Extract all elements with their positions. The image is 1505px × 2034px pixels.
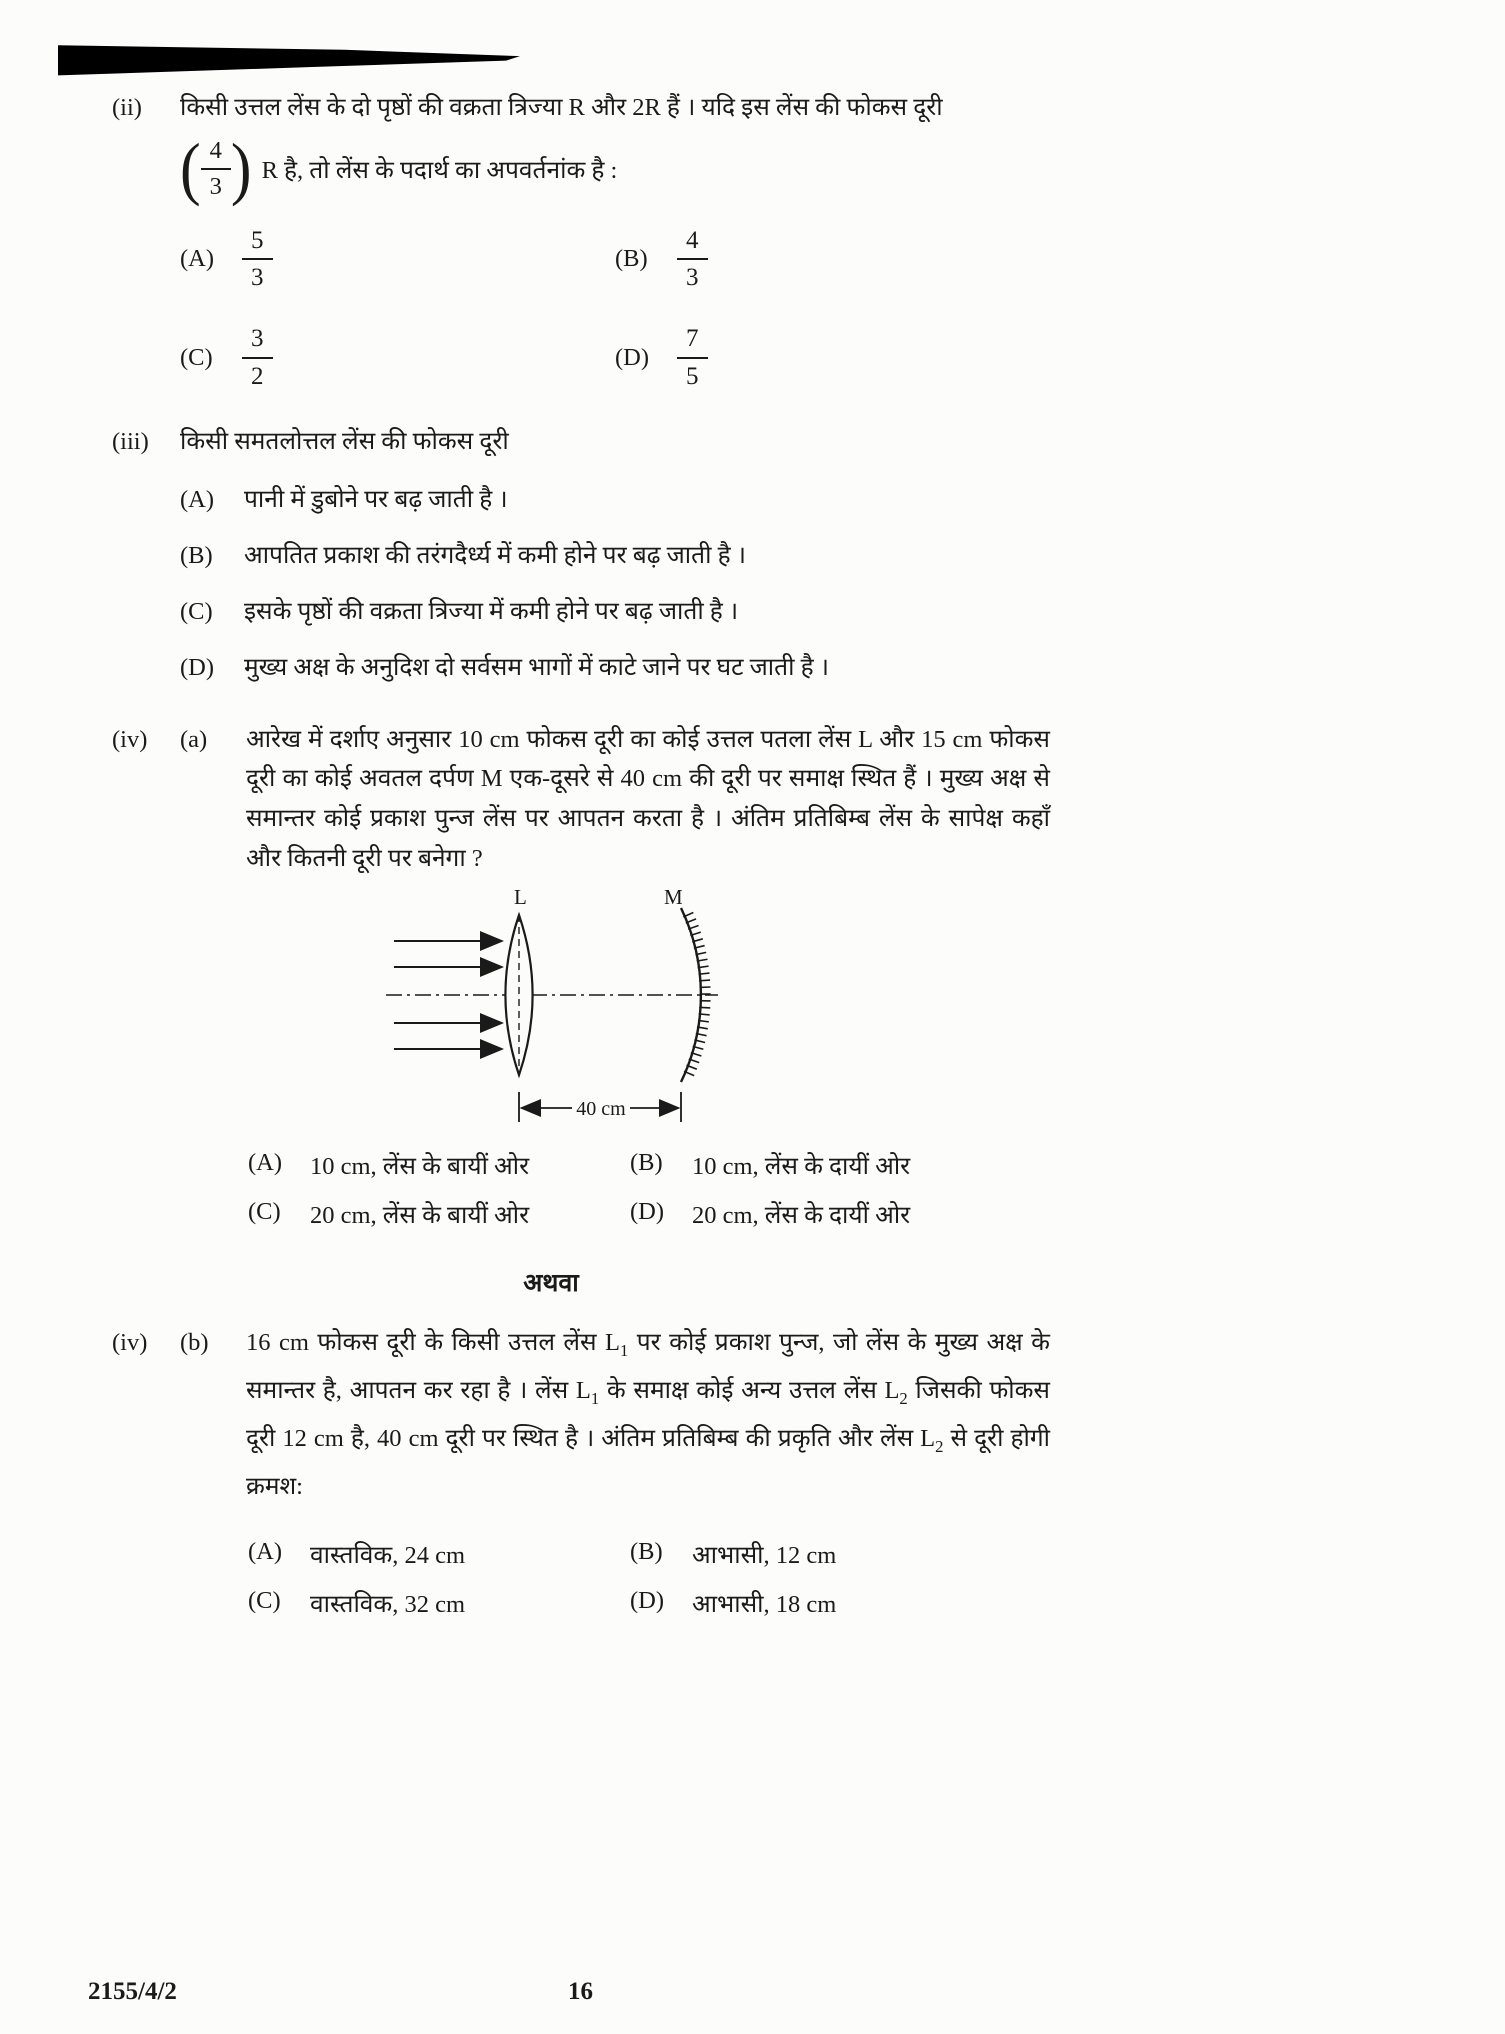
question-ii <box>112 88 1050 128</box>
subscript: 2 <box>935 1436 944 1456</box>
fraction-denominator: 2 <box>251 362 264 390</box>
subscript: 1 <box>590 1388 600 1408</box>
option-row <box>248 1538 1050 1571</box>
option-d-text: 20 cm, लेंस के दायीं ओर <box>692 1202 911 1230</box>
option-a <box>248 1149 630 1182</box>
option-d <box>615 323 1050 392</box>
focal-fraction <box>201 136 231 203</box>
question-iv-a-text: आरेख में दर्शाए अनुसार 10 cm फोकस दूरी का कोई उत्तल पतला लेंस L और 15 cm फोकस दूरी का कोई अवतल दर्पण M एक-दूसरे से 40 cm की दूरी पर समाक्ष स्थित हैं । मुख्य अक्ष से समान्तर कोई प्रकाश पुन्ज लेंस पर आपतन करता है । अंतिम प्रतिबिम्ब लेंस के सापेक्ष कहाँ और कितनी दूरी पर बनेगा ? <box>246 725 1050 872</box>
option-c-text: वास्तविक, 32 cm <box>310 1591 466 1619</box>
option-row <box>248 1198 1050 1231</box>
text-segment: के समाक्ष कोई अन्य उत्तल लेंस L <box>599 1377 900 1405</box>
fraction-numerator: 3 <box>242 323 273 358</box>
option-b <box>615 225 1050 294</box>
subscript: 2 <box>899 1388 908 1408</box>
option-c-label: (C) <box>248 1198 281 1226</box>
subscript: 1 <box>619 1341 629 1361</box>
option-a-text: पानी में डुबोने पर बढ़ जाती है । <box>244 485 508 513</box>
open-paren: ( <box>180 131 201 208</box>
option-c-text: इसके पृष्ठों की वक्रता त्रिज्या में कमी होने पर बढ़ जाती है । <box>244 597 739 625</box>
option-d <box>180 640 1050 696</box>
option-b-fraction <box>677 225 708 294</box>
fraction-denominator: 3 <box>209 173 222 201</box>
option-a <box>180 472 1050 528</box>
option-row <box>248 1587 1050 1620</box>
option-b-text: आपतित प्रकाश की तरंगदैर्ध्य में कमी होने पर बढ़ जाती है । <box>244 541 747 569</box>
fraction-denominator: 5 <box>686 362 699 390</box>
question-iv-number: (iv) <box>112 1329 148 1357</box>
option-a <box>248 1538 630 1571</box>
text-segment: से दूरी होगी क्रमश: <box>246 1424 1051 1500</box>
option-c-label: (C) <box>180 597 213 625</box>
question-ii-number: (ii) <box>112 94 142 121</box>
option-b-label: (B) <box>180 541 213 569</box>
option-a-label: (A) <box>248 1149 283 1177</box>
option-c-fraction <box>242 323 273 392</box>
question-iv-a <box>112 720 1050 879</box>
question-part-b: (b) <box>180 1329 209 1357</box>
question-ii-text-continued: R है, तो लेंस के पदार्थ का अपवर्तनांक है : <box>261 156 618 184</box>
option-b-text: आभासी, 12 cm <box>692 1542 837 1570</box>
page-number: 16 <box>568 1978 593 2005</box>
option-d-label: (D) <box>180 653 215 681</box>
option-d-fraction <box>677 323 708 392</box>
option-row <box>248 1149 1050 1182</box>
option-d <box>630 1198 1012 1231</box>
option-a-text: वास्तविक, 24 cm <box>310 1542 466 1570</box>
fraction-numerator: 4 <box>201 136 231 171</box>
fraction-denominator: 3 <box>251 264 264 292</box>
question-iii-number: (iii) <box>112 427 149 455</box>
question-iii <box>112 422 1050 462</box>
option-b-text: 10 cm, लेंस के दायीं ओर <box>692 1153 911 1181</box>
option-c <box>180 323 615 392</box>
option-b <box>630 1149 1012 1182</box>
option-b-label: (B) <box>630 1538 663 1566</box>
option-d-label: (D) <box>630 1587 665 1615</box>
option-a-label: (A) <box>248 1538 283 1566</box>
optics-diagram <box>384 890 1050 1139</box>
question-iii-options <box>180 472 1050 696</box>
option-d-text: आभासी, 18 cm <box>692 1591 837 1619</box>
fraction-numerator: 5 <box>242 225 273 260</box>
option-a-text: 10 cm, लेंस के बायीं ओर <box>310 1153 530 1181</box>
option-d <box>630 1587 1012 1620</box>
fraction-numerator: 7 <box>677 323 708 358</box>
option-a-fraction <box>242 225 273 294</box>
question-ii-focal-line <box>180 131 1050 208</box>
option-a-label: (A) <box>180 245 215 273</box>
question-ii-options <box>180 225 1050 392</box>
option-c <box>248 1587 630 1620</box>
text-segment: पर कोई प्रकाश पुन्ज, जो लेंस के मुख्य अक्ष के समान्तर है, आपतन कर रहा है । लेंस L <box>246 1329 1050 1405</box>
option-c-text: 20 cm, लेंस के बायीं ओर <box>310 1202 530 1230</box>
lens-mirror-figure <box>384 890 724 1132</box>
option-d-label: (D) <box>615 343 650 371</box>
question-iv-b <box>112 1319 1050 1510</box>
option-d-text: मुख्य अक्ष के अनुदिश दो सर्वसम भागों में काटे जाने पर घट जाती है । <box>244 653 830 681</box>
option-b-label: (B) <box>630 1149 663 1177</box>
question-ii-text: किसी उत्तल लेंस के दो पृष्ठों की वक्रता त्रिज्या R और 2R हैं । यदि इस लेंस की फोकस दूरी <box>180 94 943 121</box>
question-iv-b-options <box>248 1538 1050 1620</box>
option-c-label: (C) <box>180 343 213 371</box>
lens-label: L <box>514 890 527 910</box>
option-b <box>180 528 1050 584</box>
distance-label: 40 cm <box>576 1098 626 1121</box>
option-c <box>248 1198 630 1231</box>
option-d-label: (D) <box>630 1198 665 1226</box>
option-a-label: (A) <box>180 485 215 513</box>
question-iv-a-options <box>248 1149 1050 1231</box>
question-iv-b-text <box>246 1319 1050 1510</box>
question-part-a: (a) <box>180 725 208 753</box>
fraction-denominator: 3 <box>686 264 699 292</box>
text-segment: जिसकी फोकस दूरी 12 cm है, 40 cm दूरी पर स्थित है । अंतिम प्रतिबिम्ब की प्रकृति और लेंस L <box>246 1377 1050 1452</box>
question-iii-text: किसी समतलोत्तल लेंस की फोकस दूरी <box>180 427 509 455</box>
fraction-numerator: 4 <box>677 225 708 260</box>
close-paren: ) <box>230 131 252 208</box>
question-iv-number: (iv) <box>112 725 148 753</box>
option-c-label: (C) <box>248 1587 281 1615</box>
option-c <box>180 584 1050 640</box>
paper-code: 2155/4/2 <box>88 1978 177 2005</box>
option-b <box>630 1538 1012 1571</box>
text-segment: 16 cm फोकस दूरी के किसी उत्तल लेंस L <box>246 1329 620 1357</box>
option-row <box>180 323 1050 392</box>
mirror-label: M <box>664 890 683 910</box>
or-divider: अथवा <box>523 1270 579 1298</box>
option-b-label: (B) <box>615 245 648 273</box>
option-a <box>180 225 615 294</box>
option-row <box>180 225 1050 294</box>
